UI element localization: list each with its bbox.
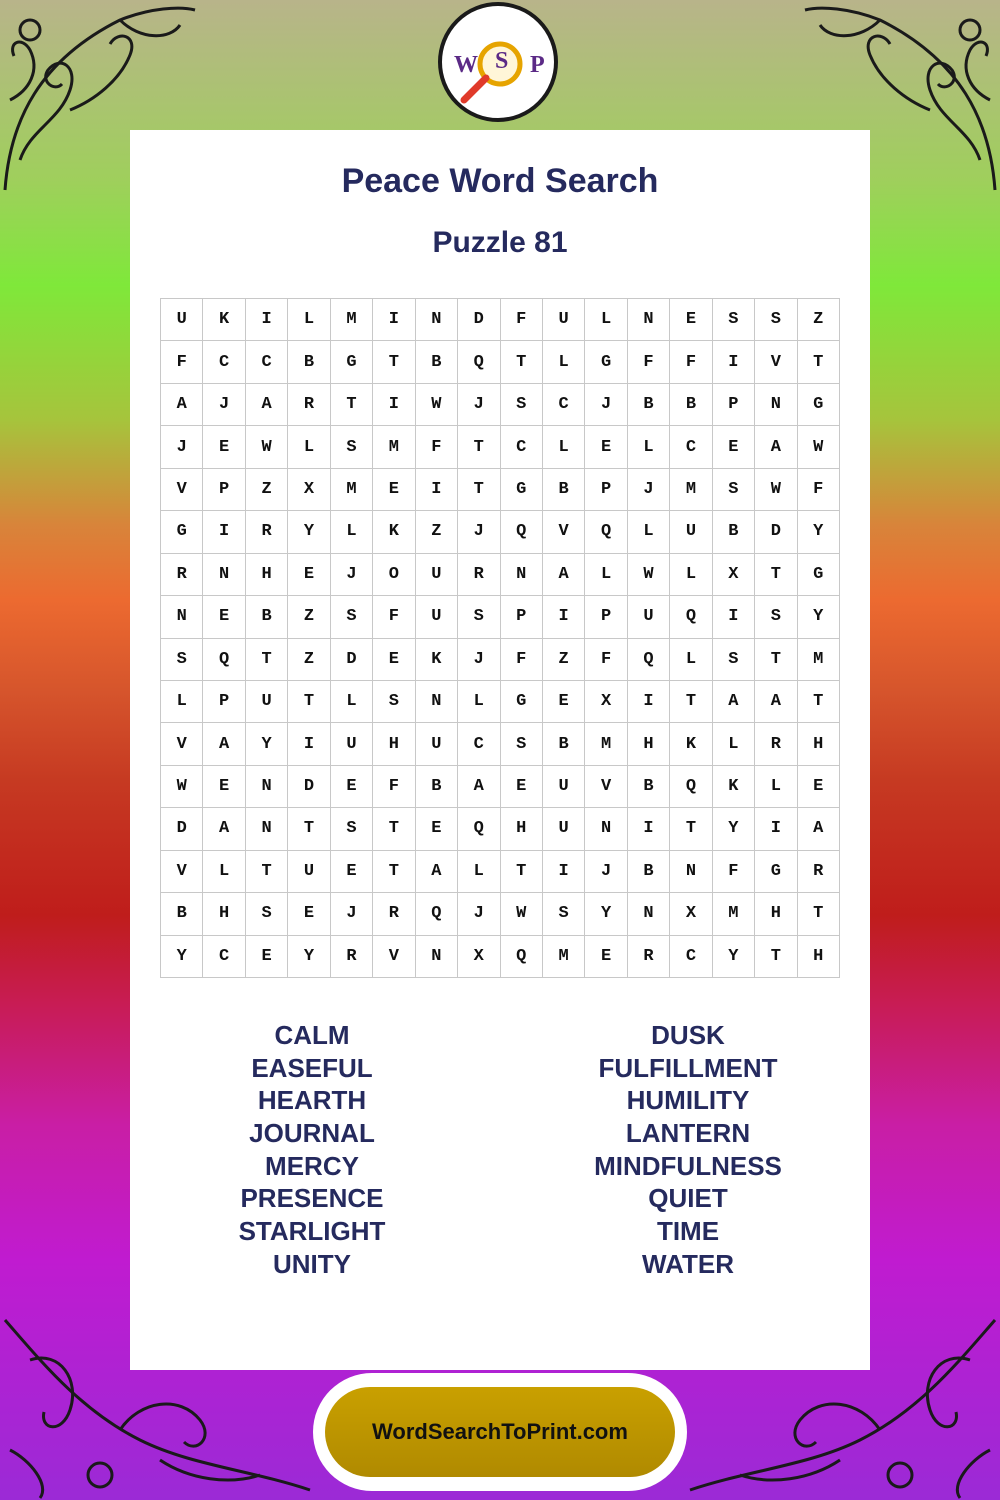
grid-cell[interactable]: L xyxy=(543,341,585,383)
grid-cell[interactable]: I xyxy=(713,596,755,638)
grid-cell[interactable]: Z xyxy=(246,469,288,511)
grid-cell[interactable]: E xyxy=(713,426,755,468)
grid-cell[interactable]: B xyxy=(628,851,670,893)
grid-cell[interactable]: D xyxy=(458,299,500,341)
grid-cell[interactable]: P xyxy=(585,469,627,511)
grid-cell[interactable]: L xyxy=(670,639,712,681)
grid-cell[interactable]: C xyxy=(458,723,500,765)
grid-cell[interactable]: Y xyxy=(288,511,330,553)
grid-cell[interactable]: S xyxy=(755,299,797,341)
grid-cell[interactable]: E xyxy=(543,681,585,723)
grid-cell[interactable]: B xyxy=(416,341,458,383)
grid-cell[interactable]: U xyxy=(161,299,203,341)
grid-cell[interactable]: Q xyxy=(501,511,543,553)
grid-cell[interactable]: E xyxy=(373,469,415,511)
grid-cell[interactable]: J xyxy=(458,639,500,681)
grid-cell[interactable]: B xyxy=(543,469,585,511)
grid-cell[interactable]: P xyxy=(585,596,627,638)
grid-cell[interactable]: I xyxy=(373,299,415,341)
grid-cell[interactable]: J xyxy=(203,384,245,426)
grid-cell[interactable]: K xyxy=(416,639,458,681)
grid-cell[interactable]: F xyxy=(501,299,543,341)
word-list-item: HEARTH xyxy=(257,1085,367,1116)
grid-cell[interactable]: K xyxy=(670,723,712,765)
grid-cell[interactable]: X xyxy=(670,893,712,935)
grid-cell[interactable]: L xyxy=(670,554,712,596)
grid-cell[interactable]: A xyxy=(713,681,755,723)
grid-cell[interactable]: E xyxy=(416,808,458,850)
grid-cell[interactable]: Q xyxy=(501,936,543,978)
grid-cell[interactable]: S xyxy=(161,639,203,681)
grid-cell[interactable]: M xyxy=(585,723,627,765)
grid-cell[interactable]: S xyxy=(331,426,373,468)
grid-cell[interactable]: R xyxy=(755,723,797,765)
puzzle-number: Puzzle 81 xyxy=(432,226,568,259)
grid-cell[interactable]: Q xyxy=(628,639,670,681)
grid-cell[interactable]: L xyxy=(585,554,627,596)
grid-cell[interactable]: T xyxy=(288,681,330,723)
grid-cell[interactable]: Q xyxy=(670,766,712,808)
grid-cell[interactable]: A xyxy=(203,808,245,850)
grid-cell[interactable]: U xyxy=(331,723,373,765)
grid-cell[interactable]: H xyxy=(373,723,415,765)
grid-cell[interactable]: U xyxy=(670,511,712,553)
grid-cell[interactable]: J xyxy=(585,851,627,893)
grid-cell[interactable]: Y xyxy=(585,893,627,935)
grid-cell[interactable]: T xyxy=(288,808,330,850)
grid-cell[interactable]: P xyxy=(501,596,543,638)
grid-cell[interactable]: Z xyxy=(543,639,585,681)
grid-cell[interactable]: V xyxy=(161,723,203,765)
grid-cell[interactable]: S xyxy=(458,596,500,638)
grid-cell[interactable]: S xyxy=(543,893,585,935)
grid-cell[interactable]: J xyxy=(628,469,670,511)
grid-cell[interactable]: S xyxy=(755,596,797,638)
grid-cell[interactable]: E xyxy=(798,766,840,808)
grid-cell[interactable]: H xyxy=(501,808,543,850)
grid-cell[interactable]: N xyxy=(203,554,245,596)
grid-cell[interactable]: Q xyxy=(458,808,500,850)
grid-cell[interactable]: M xyxy=(713,893,755,935)
grid-cell[interactable]: T xyxy=(755,554,797,596)
grid-cell[interactable]: T xyxy=(246,639,288,681)
word-list-right xyxy=(538,1018,838,1280)
grid-cell[interactable]: T xyxy=(798,341,840,383)
grid-cell[interactable]: W xyxy=(628,554,670,596)
grid-cell[interactable]: G xyxy=(161,511,203,553)
grid-cell[interactable]: L xyxy=(331,511,373,553)
grid-cell[interactable]: M xyxy=(331,469,373,511)
grid-cell[interactable]: T xyxy=(458,426,500,468)
grid-cell[interactable]: F xyxy=(713,851,755,893)
grid-cell[interactable]: M xyxy=(373,426,415,468)
grid-cell[interactable]: S xyxy=(713,639,755,681)
grid-cell[interactable]: R xyxy=(628,936,670,978)
grid-cell[interactable]: G xyxy=(331,341,373,383)
grid-cell[interactable]: T xyxy=(458,469,500,511)
grid-cell[interactable]: T xyxy=(501,341,543,383)
grid-cell[interactable]: A xyxy=(416,851,458,893)
grid-cell[interactable]: A xyxy=(458,766,500,808)
word-list-item: LANTERN xyxy=(625,1118,751,1149)
grid-cell[interactable]: I xyxy=(628,681,670,723)
word-list-item: MINDFULNESS xyxy=(594,1150,782,1181)
grid-cell[interactable]: E xyxy=(246,936,288,978)
grid-cell[interactable]: W xyxy=(501,893,543,935)
wsp-logo[interactable] xyxy=(438,2,558,122)
grid-cell[interactable]: L xyxy=(288,299,330,341)
grid-cell[interactable]: Y xyxy=(246,723,288,765)
grid-cell[interactable]: N xyxy=(246,766,288,808)
grid-cell[interactable]: K xyxy=(713,766,755,808)
grid-cell[interactable]: G xyxy=(755,851,797,893)
grid-cell[interactable]: L xyxy=(161,681,203,723)
grid-cell[interactable]: C xyxy=(670,426,712,468)
grid-cell[interactable]: N xyxy=(628,299,670,341)
grid-cell[interactable]: B xyxy=(161,893,203,935)
grid-cell[interactable]: U xyxy=(246,681,288,723)
grid-cell[interactable]: C xyxy=(203,936,245,978)
grid-cell[interactable]: F xyxy=(416,426,458,468)
grid-cell[interactable]: E xyxy=(203,766,245,808)
grid-cell[interactable]: P xyxy=(203,469,245,511)
grid-cell[interactable]: R xyxy=(288,384,330,426)
grid-cell[interactable]: R xyxy=(246,511,288,553)
grid-cell[interactable]: U xyxy=(416,723,458,765)
grid-cell[interactable]: Q xyxy=(458,341,500,383)
grid-cell[interactable]: K xyxy=(203,299,245,341)
grid-cell[interactable]: E xyxy=(331,851,373,893)
word-list-left xyxy=(162,1018,462,1280)
grid-cell[interactable]: B xyxy=(628,384,670,426)
grid-cell[interactable]: F xyxy=(628,341,670,383)
grid-cell[interactable]: K xyxy=(373,511,415,553)
grid-cell[interactable]: L xyxy=(331,681,373,723)
word-list-item: QUIET xyxy=(648,1183,728,1214)
word-list-item: WATER xyxy=(642,1248,734,1279)
grid-cell[interactable]: A xyxy=(755,426,797,468)
grid-cell[interactable]: J xyxy=(458,384,500,426)
grid-cell[interactable]: I xyxy=(543,596,585,638)
grid-cell[interactable]: E xyxy=(288,554,330,596)
grid-cell[interactable]: E xyxy=(585,936,627,978)
grid-cell[interactable]: T xyxy=(246,851,288,893)
grid-cell[interactable]: U xyxy=(288,851,330,893)
grid-cell[interactable]: G xyxy=(798,554,840,596)
grid-cell[interactable]: E xyxy=(331,766,373,808)
grid-cell[interactable]: A xyxy=(755,681,797,723)
grid-cell[interactable]: Y xyxy=(798,596,840,638)
grid-cell[interactable]: S xyxy=(246,893,288,935)
grid-cell[interactable]: D xyxy=(331,639,373,681)
grid-cell[interactable]: N xyxy=(416,936,458,978)
grid-cell[interactable]: N xyxy=(161,596,203,638)
grid-cell[interactable]: S xyxy=(331,596,373,638)
grid-cell[interactable]: I xyxy=(246,299,288,341)
grid-cell[interactable]: C xyxy=(543,384,585,426)
word-list-item: TIME xyxy=(656,1216,720,1247)
grid-cell[interactable]: R xyxy=(458,554,500,596)
grid-cell[interactable]: Y xyxy=(161,936,203,978)
grid-cell[interactable]: L xyxy=(585,299,627,341)
grid-cell[interactable]: J xyxy=(161,426,203,468)
grid-cell[interactable]: N xyxy=(246,808,288,850)
grid-cell[interactable]: N xyxy=(416,681,458,723)
grid-cell[interactable]: E xyxy=(501,766,543,808)
grid-cell[interactable]: U xyxy=(543,808,585,850)
grid-cell[interactable]: T xyxy=(670,808,712,850)
grid-cell[interactable]: L xyxy=(755,766,797,808)
grid-cell[interactable]: Y xyxy=(713,936,755,978)
grid-cell[interactable]: H xyxy=(246,554,288,596)
grid-cell[interactable]: S xyxy=(373,681,415,723)
grid-cell[interactable]: M xyxy=(543,936,585,978)
grid-cell[interactable]: R xyxy=(373,893,415,935)
grid-cell[interactable]: C xyxy=(246,341,288,383)
grid-cell[interactable]: E xyxy=(203,426,245,468)
grid-cell[interactable]: N xyxy=(670,851,712,893)
grid-cell[interactable]: A xyxy=(161,384,203,426)
grid-cell[interactable]: I xyxy=(543,851,585,893)
logo-letter-s: S xyxy=(495,48,509,74)
grid-cell[interactable]: H xyxy=(755,893,797,935)
grid-cell[interactable]: B xyxy=(670,384,712,426)
grid-cell[interactable]: T xyxy=(501,851,543,893)
grid-cell[interactable]: R xyxy=(331,936,373,978)
grid-cell[interactable]: U xyxy=(416,554,458,596)
grid-cell[interactable]: L xyxy=(288,426,330,468)
grid-cell[interactable]: J xyxy=(585,384,627,426)
grid-cell[interactable]: L xyxy=(628,511,670,553)
word-list-item: FULFILLMENT xyxy=(598,1052,778,1083)
grid-cell[interactable]: F xyxy=(670,341,712,383)
grid-cell[interactable]: S xyxy=(713,469,755,511)
grid-cell[interactable]: V xyxy=(755,341,797,383)
grid-cell[interactable]: T xyxy=(373,808,415,850)
grid-cell[interactable]: T xyxy=(755,639,797,681)
grid-cell[interactable]: O xyxy=(373,554,415,596)
logo-letter-p: P xyxy=(530,52,545,78)
grid-cell[interactable]: U xyxy=(416,596,458,638)
grid-cell[interactable]: N xyxy=(416,299,458,341)
grid-cell[interactable]: F xyxy=(585,639,627,681)
grid-cell[interactable]: Z xyxy=(288,596,330,638)
grid-cell[interactable]: W xyxy=(161,766,203,808)
grid-cell[interactable]: I xyxy=(628,808,670,850)
grid-cell[interactable]: T xyxy=(373,851,415,893)
grid-cell[interactable]: L xyxy=(458,851,500,893)
grid-cell[interactable]: Y xyxy=(288,936,330,978)
grid-cell[interactable]: B xyxy=(628,766,670,808)
site-link[interactable]: WordSearchToPrint.com xyxy=(325,1387,675,1477)
grid-cell[interactable]: T xyxy=(755,936,797,978)
grid-cell[interactable]: T xyxy=(373,341,415,383)
grid-cell[interactable]: N xyxy=(755,384,797,426)
grid-cell[interactable]: B xyxy=(713,511,755,553)
grid-cell[interactable]: F xyxy=(161,341,203,383)
grid-cell[interactable]: A xyxy=(798,808,840,850)
grid-cell[interactable]: M xyxy=(331,299,373,341)
grid-cell[interactable]: I xyxy=(755,808,797,850)
grid-cell[interactable]: W xyxy=(416,384,458,426)
grid-cell[interactable]: C xyxy=(501,426,543,468)
grid-cell[interactable]: L xyxy=(543,426,585,468)
grid-cell[interactable]: U xyxy=(628,596,670,638)
grid-cell[interactable]: F xyxy=(373,596,415,638)
grid-cell[interactable]: H xyxy=(798,723,840,765)
word-list-item: PRESENCE xyxy=(240,1183,384,1214)
grid-cell[interactable]: A xyxy=(203,723,245,765)
grid-cell[interactable]: Q xyxy=(416,893,458,935)
grid-cell[interactable]: B xyxy=(416,766,458,808)
grid-cell[interactable]: V xyxy=(543,511,585,553)
grid-cell[interactable]: N xyxy=(585,808,627,850)
grid-cell[interactable]: L xyxy=(203,851,245,893)
grid-cell[interactable]: V xyxy=(373,936,415,978)
grid-cell[interactable]: A xyxy=(543,554,585,596)
grid-cell[interactable]: W xyxy=(755,469,797,511)
grid-cell[interactable]: T xyxy=(670,681,712,723)
grid-cell[interactable]: L xyxy=(458,681,500,723)
word-list-item: UNITY xyxy=(273,1248,351,1279)
grid-cell[interactable]: I xyxy=(713,341,755,383)
word-list-item: DUSK xyxy=(651,1020,725,1050)
grid-cell[interactable]: W xyxy=(798,426,840,468)
grid-cell[interactable]: T xyxy=(798,893,840,935)
grid-cell[interactable]: P xyxy=(203,681,245,723)
grid-cell[interactable]: T xyxy=(798,681,840,723)
grid-cell[interactable]: Y xyxy=(798,511,840,553)
grid-cell[interactable]: L xyxy=(713,723,755,765)
grid-cell[interactable]: Z xyxy=(416,511,458,553)
grid-cell[interactable]: P xyxy=(713,384,755,426)
word-list-item: CALM xyxy=(274,1020,350,1050)
grid-cell[interactable]: S xyxy=(713,299,755,341)
grid-cell[interactable]: L xyxy=(628,426,670,468)
grid-cell[interactable]: B xyxy=(246,596,288,638)
grid-cell[interactable]: U xyxy=(543,766,585,808)
grid-cell[interactable]: X xyxy=(288,469,330,511)
grid-cell[interactable]: H xyxy=(628,723,670,765)
letter-grid xyxy=(160,298,840,978)
grid-cell[interactable]: I xyxy=(373,384,415,426)
grid-cell[interactable]: X xyxy=(458,936,500,978)
word-list-item: MERCY xyxy=(265,1150,359,1181)
grid-cell[interactable]: U xyxy=(543,299,585,341)
grid-cell[interactable]: B xyxy=(543,723,585,765)
page-title: Peace Word Search xyxy=(341,162,659,200)
grid-cell[interactable]: G xyxy=(501,681,543,723)
grid-cell[interactable]: S xyxy=(501,723,543,765)
grid-cell[interactable]: J xyxy=(458,511,500,553)
grid-cell[interactable]: F xyxy=(501,639,543,681)
grid-cell[interactable]: E xyxy=(373,639,415,681)
logo-letter-w: W xyxy=(454,52,478,78)
grid-cell[interactable]: N xyxy=(628,893,670,935)
grid-cell[interactable]: M xyxy=(670,469,712,511)
grid-cell[interactable]: C xyxy=(670,936,712,978)
grid-cell[interactable]: S xyxy=(501,384,543,426)
grid-cell[interactable]: E xyxy=(585,426,627,468)
grid-cell[interactable]: R xyxy=(161,554,203,596)
grid-cell[interactable]: H xyxy=(798,936,840,978)
grid-cell[interactable]: Y xyxy=(713,808,755,850)
grid-cell[interactable]: J xyxy=(331,554,373,596)
grid-cell[interactable]: Q xyxy=(585,511,627,553)
word-list-item: HUMILITY xyxy=(626,1085,750,1116)
grid-cell[interactable]: E xyxy=(288,893,330,935)
grid-cell[interactable]: M xyxy=(798,639,840,681)
grid-cell[interactable]: D xyxy=(288,766,330,808)
grid-cell[interactable]: G xyxy=(585,341,627,383)
grid-cell[interactable]: S xyxy=(331,808,373,850)
word-list-item: JOURNAL xyxy=(249,1118,375,1149)
footer-banner[interactable] xyxy=(313,1373,687,1491)
grid-cell[interactable]: I xyxy=(203,511,245,553)
grid-cell[interactable]: X xyxy=(585,681,627,723)
grid-cell[interactable]: E xyxy=(670,299,712,341)
grid-cell[interactable]: N xyxy=(501,554,543,596)
grid-cell[interactable]: X xyxy=(713,554,755,596)
word-list-item: EASEFUL xyxy=(251,1052,373,1083)
grid-cell[interactable]: D xyxy=(161,808,203,850)
grid-cell[interactable]: D xyxy=(755,511,797,553)
word-list-item: STARLIGHT xyxy=(238,1216,386,1247)
grid-cell[interactable]: W xyxy=(246,426,288,468)
grid-cell[interactable]: B xyxy=(288,341,330,383)
grid-cell[interactable]: C xyxy=(203,341,245,383)
grid-cell[interactable]: G xyxy=(798,384,840,426)
grid-cell[interactable]: F xyxy=(798,469,840,511)
grid-cell[interactable]: G xyxy=(501,469,543,511)
grid-cell[interactable]: A xyxy=(246,384,288,426)
grid-cell[interactable]: E xyxy=(203,596,245,638)
grid-cell[interactable]: I xyxy=(416,469,458,511)
grid-cell[interactable]: T xyxy=(331,384,373,426)
grid-cell[interactable]: V xyxy=(161,851,203,893)
grid-cell[interactable]: Q xyxy=(670,596,712,638)
grid-cell[interactable]: F xyxy=(373,766,415,808)
grid-cell[interactable]: Q xyxy=(203,639,245,681)
grid-cell[interactable]: V xyxy=(585,766,627,808)
grid-cell[interactable]: J xyxy=(458,893,500,935)
grid-cell[interactable]: Z xyxy=(288,639,330,681)
grid-cell[interactable]: I xyxy=(288,723,330,765)
grid-cell[interactable]: Z xyxy=(798,299,840,341)
grid-cell[interactable]: J xyxy=(331,893,373,935)
grid-cell[interactable]: R xyxy=(798,851,840,893)
grid-cell[interactable]: H xyxy=(203,893,245,935)
grid-cell[interactable]: V xyxy=(161,469,203,511)
